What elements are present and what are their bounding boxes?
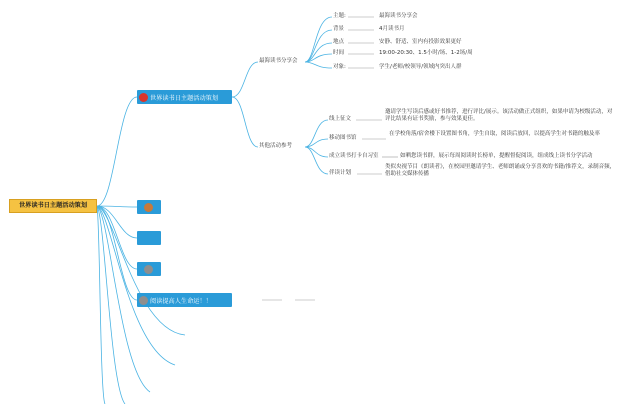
row-key: 成立读书打卡自习室	[329, 153, 379, 159]
orange-circle-icon	[144, 203, 153, 212]
grey-circle-icon	[139, 296, 148, 305]
branch-5-label: 阅读提高人生命运！！	[150, 298, 212, 305]
branch-node-4[interactable]	[137, 262, 161, 276]
row-key: 地点	[333, 39, 345, 45]
branch-node-2[interactable]	[137, 200, 161, 214]
row-value: 最海读书分享会	[379, 13, 418, 19]
row-value: 类似央视节目《朗读者》，在校园里邀请学生、老师朗诵或分享喜欢的书籍/推荐文，录制音频，借助社交媒体传播	[385, 164, 616, 177]
connector-branch2	[97, 206, 137, 207]
connector-branch1	[97, 97, 137, 206]
row-value: 安静、舒适、室内有投影效果更好	[379, 39, 462, 45]
row-key: 主题:	[333, 13, 346, 19]
row-value: 19:00-20:30、1.5小时/场、1-2场/周	[379, 50, 473, 56]
branch-node-3[interactable]	[137, 231, 161, 245]
row-value: 4月读书月	[379, 26, 405, 32]
red-circle-icon	[139, 93, 148, 102]
row-value: 学生/老师/校领导/领域内突出人群	[379, 64, 462, 70]
row-key: 时间	[333, 50, 345, 56]
subtopic-sharing[interactable]: 最海读书分享会	[259, 58, 298, 64]
grey-circle-icon	[144, 265, 153, 274]
branch-node-5[interactable]	[137, 293, 232, 307]
row-key: 移动图书馆	[329, 135, 357, 141]
row-key: 对象:	[333, 64, 346, 70]
branch-1-label: 世界读书日主题活动策划	[150, 95, 219, 102]
root-node[interactable]: 世界读书日主题活动策划	[9, 199, 97, 213]
row-value: 在学校角落/宿舍楼下设置图书角，学生自取，阅读后放回，以提高学生对书籍的触及率	[389, 131, 600, 137]
row-value: 如晒您读书群，展示每周阅读时长榜单，提醒督促阅读，组成线上读书分学活动	[400, 153, 593, 159]
row-value: 邀请学生写读后感或好书推荐，进行评比/展示。该活动做正式组织，如果申请为校级活动，对评比结果有证书奖励，参与效果更佳。	[385, 109, 613, 122]
row-key: 伴读计划	[329, 170, 352, 176]
branch-node-1[interactable]	[137, 90, 232, 104]
subtopic-other-activities[interactable]: 其他活动参考	[259, 143, 293, 149]
row-key: 线上征文	[329, 116, 352, 122]
row-key: 背景	[333, 26, 345, 32]
